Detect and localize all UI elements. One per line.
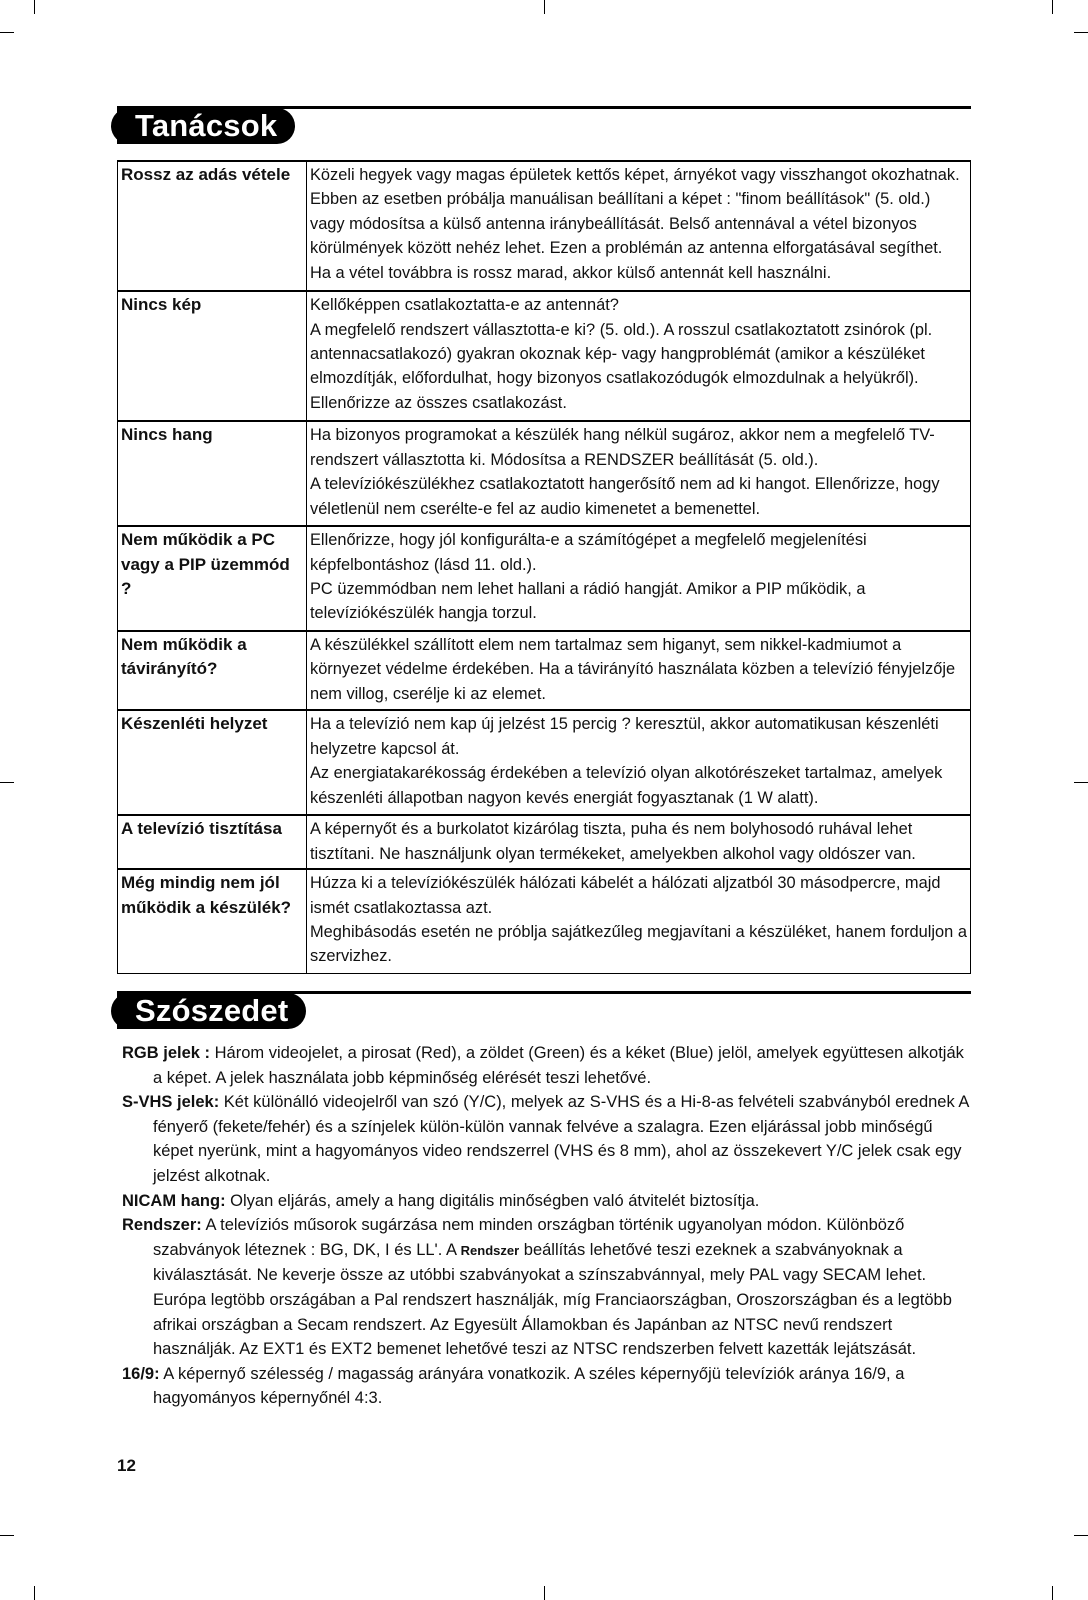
- glossary-definition: Két különálló videojelről van szó (Y/C), melyek az S-VHS és a Hi-8-as felvételi szabványból erednek A fényerő (fekete/fehér) és a színjelek külön-külön vannak felvéve a szalagra. Ezen eljárással jobb minőségű képet nyerünk, mint a hagyományos video rendszerrel (VHS és 8 mm), ahol az összekevert Y/C jelek csak egy jelzést alkotnak.: [153, 1093, 969, 1185]
- crop-mark: [34, 1586, 35, 1600]
- glossary-entry: [122, 1189, 970, 1214]
- crop-mark: [544, 0, 545, 14]
- crop-mark: [1052, 1586, 1053, 1600]
- glossary-entry: [122, 1090, 970, 1188]
- page-number: 12: [117, 1456, 136, 1475]
- tips-table: [117, 160, 971, 974]
- tip-problem: Nincs hang: [118, 421, 307, 526]
- tip-solution-paragraph: Ellenőrizze, hogy jól konfigurálta-e a számítógépet a megfelelő megjelenítési képfelbontáshoz (lásd 11. old.).: [310, 531, 867, 574]
- tip-solution: [307, 631, 971, 710]
- crop-mark: [0, 1535, 14, 1536]
- tips-row: [118, 526, 971, 631]
- tip-solution: [307, 291, 971, 421]
- tip-problem: A televízió tisztítása: [118, 815, 307, 869]
- glossary-list: [122, 1041, 970, 1411]
- tips-row: [118, 291, 971, 421]
- tip-solution-paragraph: Meghibásodás esetén ne próblja sajátkezűleg megjavítani a készüléket, hanem forduljon a szervizhez.: [310, 922, 967, 966]
- glossary-term: Rendszer:: [122, 1216, 202, 1235]
- tip-solution: [307, 815, 971, 869]
- glossary-inline-term: Rendszer: [460, 1242, 520, 1258]
- glossary-entry: [122, 1213, 970, 1362]
- glossary-term: RGB jelek :: [122, 1044, 211, 1062]
- crop-mark: [1052, 0, 1053, 14]
- tip-solution: [307, 161, 971, 291]
- glossary-term: 16/9:: [122, 1364, 160, 1383]
- tips-row: [118, 161, 971, 291]
- tips-row: [118, 710, 971, 815]
- tip-problem: Nem működik a PC vagy a PIP üzemmód ?: [118, 526, 307, 631]
- tip-problem: Készenléti helyzet: [118, 710, 307, 815]
- crop-mark: [34, 0, 35, 14]
- crop-mark: [0, 782, 14, 783]
- tips-row: [118, 421, 971, 526]
- glossary-section-header: [117, 991, 971, 1031]
- tip-solution: [307, 526, 971, 631]
- tips-section-header: [117, 106, 971, 146]
- crop-mark: [1074, 32, 1088, 33]
- tips-section-title: Tanácsok: [117, 108, 295, 144]
- tip-solution: [307, 421, 971, 526]
- crop-mark: [1074, 782, 1088, 783]
- tip-solution-paragraph: Kellőképpen csatlakoztatta-e az antennát?: [310, 296, 619, 315]
- crop-mark: [544, 1586, 545, 1600]
- crop-mark: [0, 32, 14, 33]
- tip-problem: Nem működik a távirányító?: [118, 631, 307, 710]
- glossary-entry: [122, 1362, 970, 1411]
- glossary-term: S-VHS jelek:: [122, 1093, 220, 1112]
- tip-solution-paragraph: A televíziókészülékhez csatlakoztatott hangerősítő nem ad ki hangot. Ellenőrizze, hogy véletlenül nem cserélte-e fel az audio kimenetet a bemenettel.: [310, 475, 940, 518]
- tip-solution-paragraph: A megfelelő rendszert vállasztotta-e ki? (5. old.). A rosszul csatlakoztatott zsinórok (pl. antennacsatlakozó) gyakran okoznak kép- vagy hangproblémát (amikor a készüléket elmozdítják, előfordulhat, hogy bizonyos csatlakozódugók elmozdulnak a helyükről). Ellenőrizze az összes csatlakozást.: [310, 320, 933, 412]
- tip-solution-paragraph: Közeli hegyek vagy magas épületek kettős képet, árnyékot vagy visszhangot okozhatnak. Ebben az esetben próbálja manuálisan beállítani a képet : "finom beállítások" (5. old.) vagy módosítsa a külső antenna iránybeállítását. Belső antennával a vétel bizonyos körülmények között nehéz lehet. Ezen a problémán az antenna elforgatásával segíthet. Ha a vétel továbbra is rossz marad, akkor külső antennát kell használni.: [310, 166, 960, 282]
- glossary-section-title: Szószedet: [117, 993, 306, 1029]
- tip-problem: Nincs kép: [118, 291, 307, 421]
- tip-problem: Még mindig nem jól működik a készülék?: [118, 869, 307, 973]
- tips-row: [118, 815, 971, 869]
- tip-solution-paragraph: A készülékkel szállított elem nem tartalmaz sem higanyt, sem nikkel-kadmiumot a környezet védelme érdekében. Ha a távirányító használata közben a televízió fényjelzője nem villog, cserélje ki az elemet.: [310, 636, 956, 703]
- glossary-definition: beállítás lehetővé teszi ezeknek a szabványoknak a kiválasztását. Ne keverje össze az utóbbi szabványokat a színszabvánnyal, mely PAL vagy SECAM lehet. Európa legtöbb országában a Pal rendszert használják, míg Franciaországban, Oroszországban és a legtöbb afrikai országban a Secam rendszert. Az Egyesült Államokban és Japánban az NTSC nevű rendszert használják. Az EXT1 és EXT2 bemenet lehetővé teszi az NTSC rendszerben felvett kazetták lejátszását.: [153, 1240, 952, 1359]
- glossary-definition: A képernyő szélesség / magasság arányára vonatkozik. A széles képernyőjü televíziók aránya 16/9, a hagyományos képernyőnél 4:3.: [153, 1364, 905, 1408]
- glossary-definition: Olyan eljárás, amely a hang digitális minőségben való átvitelét biztosítja.: [225, 1191, 760, 1210]
- tip-solution-paragraph: Ha bizonyos programokat a készülék hang nélkül sugároz, akkor nem a megfelelő TV-rendszert vállasztotta ki. Módosítsa a RENDSZER beállítását (5. old.).: [310, 426, 935, 469]
- glossary-term: NICAM hang:: [122, 1191, 226, 1210]
- tip-solution: [307, 869, 971, 973]
- glossary-entry: [122, 1041, 970, 1090]
- tips-row: [118, 631, 971, 710]
- glossary-definition: A televíziós műsorok sugárzása nem minden országban történik ugyanolyan módon. Különböző szabványok léteznek : BG, DK, I és LL'. A: [153, 1216, 905, 1259]
- tip-solution: [307, 710, 971, 815]
- tip-solution-paragraph: Húzza ki a televíziókészülék hálózati kábelét a hálózati aljzatból 30 másodpercre, majd ismét csatlakoztassa azt.: [310, 874, 941, 917]
- tip-solution-paragraph: Ha a televízió nem kap új jelzést 15 percig ? keresztül, akkor automatikusan készenléti helyzetre kapcsol át.: [310, 715, 939, 758]
- tip-solution-paragraph: PC üzemmódban nem lehet hallani a rádió hangját. Amikor a PIP működik, a televíziókészülék hangja torzul.: [310, 580, 866, 623]
- glossary-definition: Három videojelet, a pirosat (Red), a zöldet (Green) és a kéket (Blue) jelöl, amelyek együttesen alkotják a képet. A jelek használata jobb képminőség elérését teszi lehetővé.: [153, 1044, 964, 1087]
- tip-problem: Rossz az adás vétele: [118, 161, 307, 291]
- tip-solution-paragraph: A képernyőt és a burkolatot kizárólag tiszta, puha és nem bolyhosodó ruhával lehet tisztítani. Ne használjunk olyan termékeket, amelyekben alkohol vagy oldószer van.: [310, 820, 916, 863]
- crop-mark: [1074, 1535, 1088, 1536]
- tips-row: [118, 869, 971, 973]
- tip-solution-paragraph: Az energiatakarékosság érdekében a televízió olyan alkotórészeket tartalmaz, amelyek készenléti állapotban nagyon kevés energiát fogyasztanak (1 W alatt).: [310, 764, 943, 807]
